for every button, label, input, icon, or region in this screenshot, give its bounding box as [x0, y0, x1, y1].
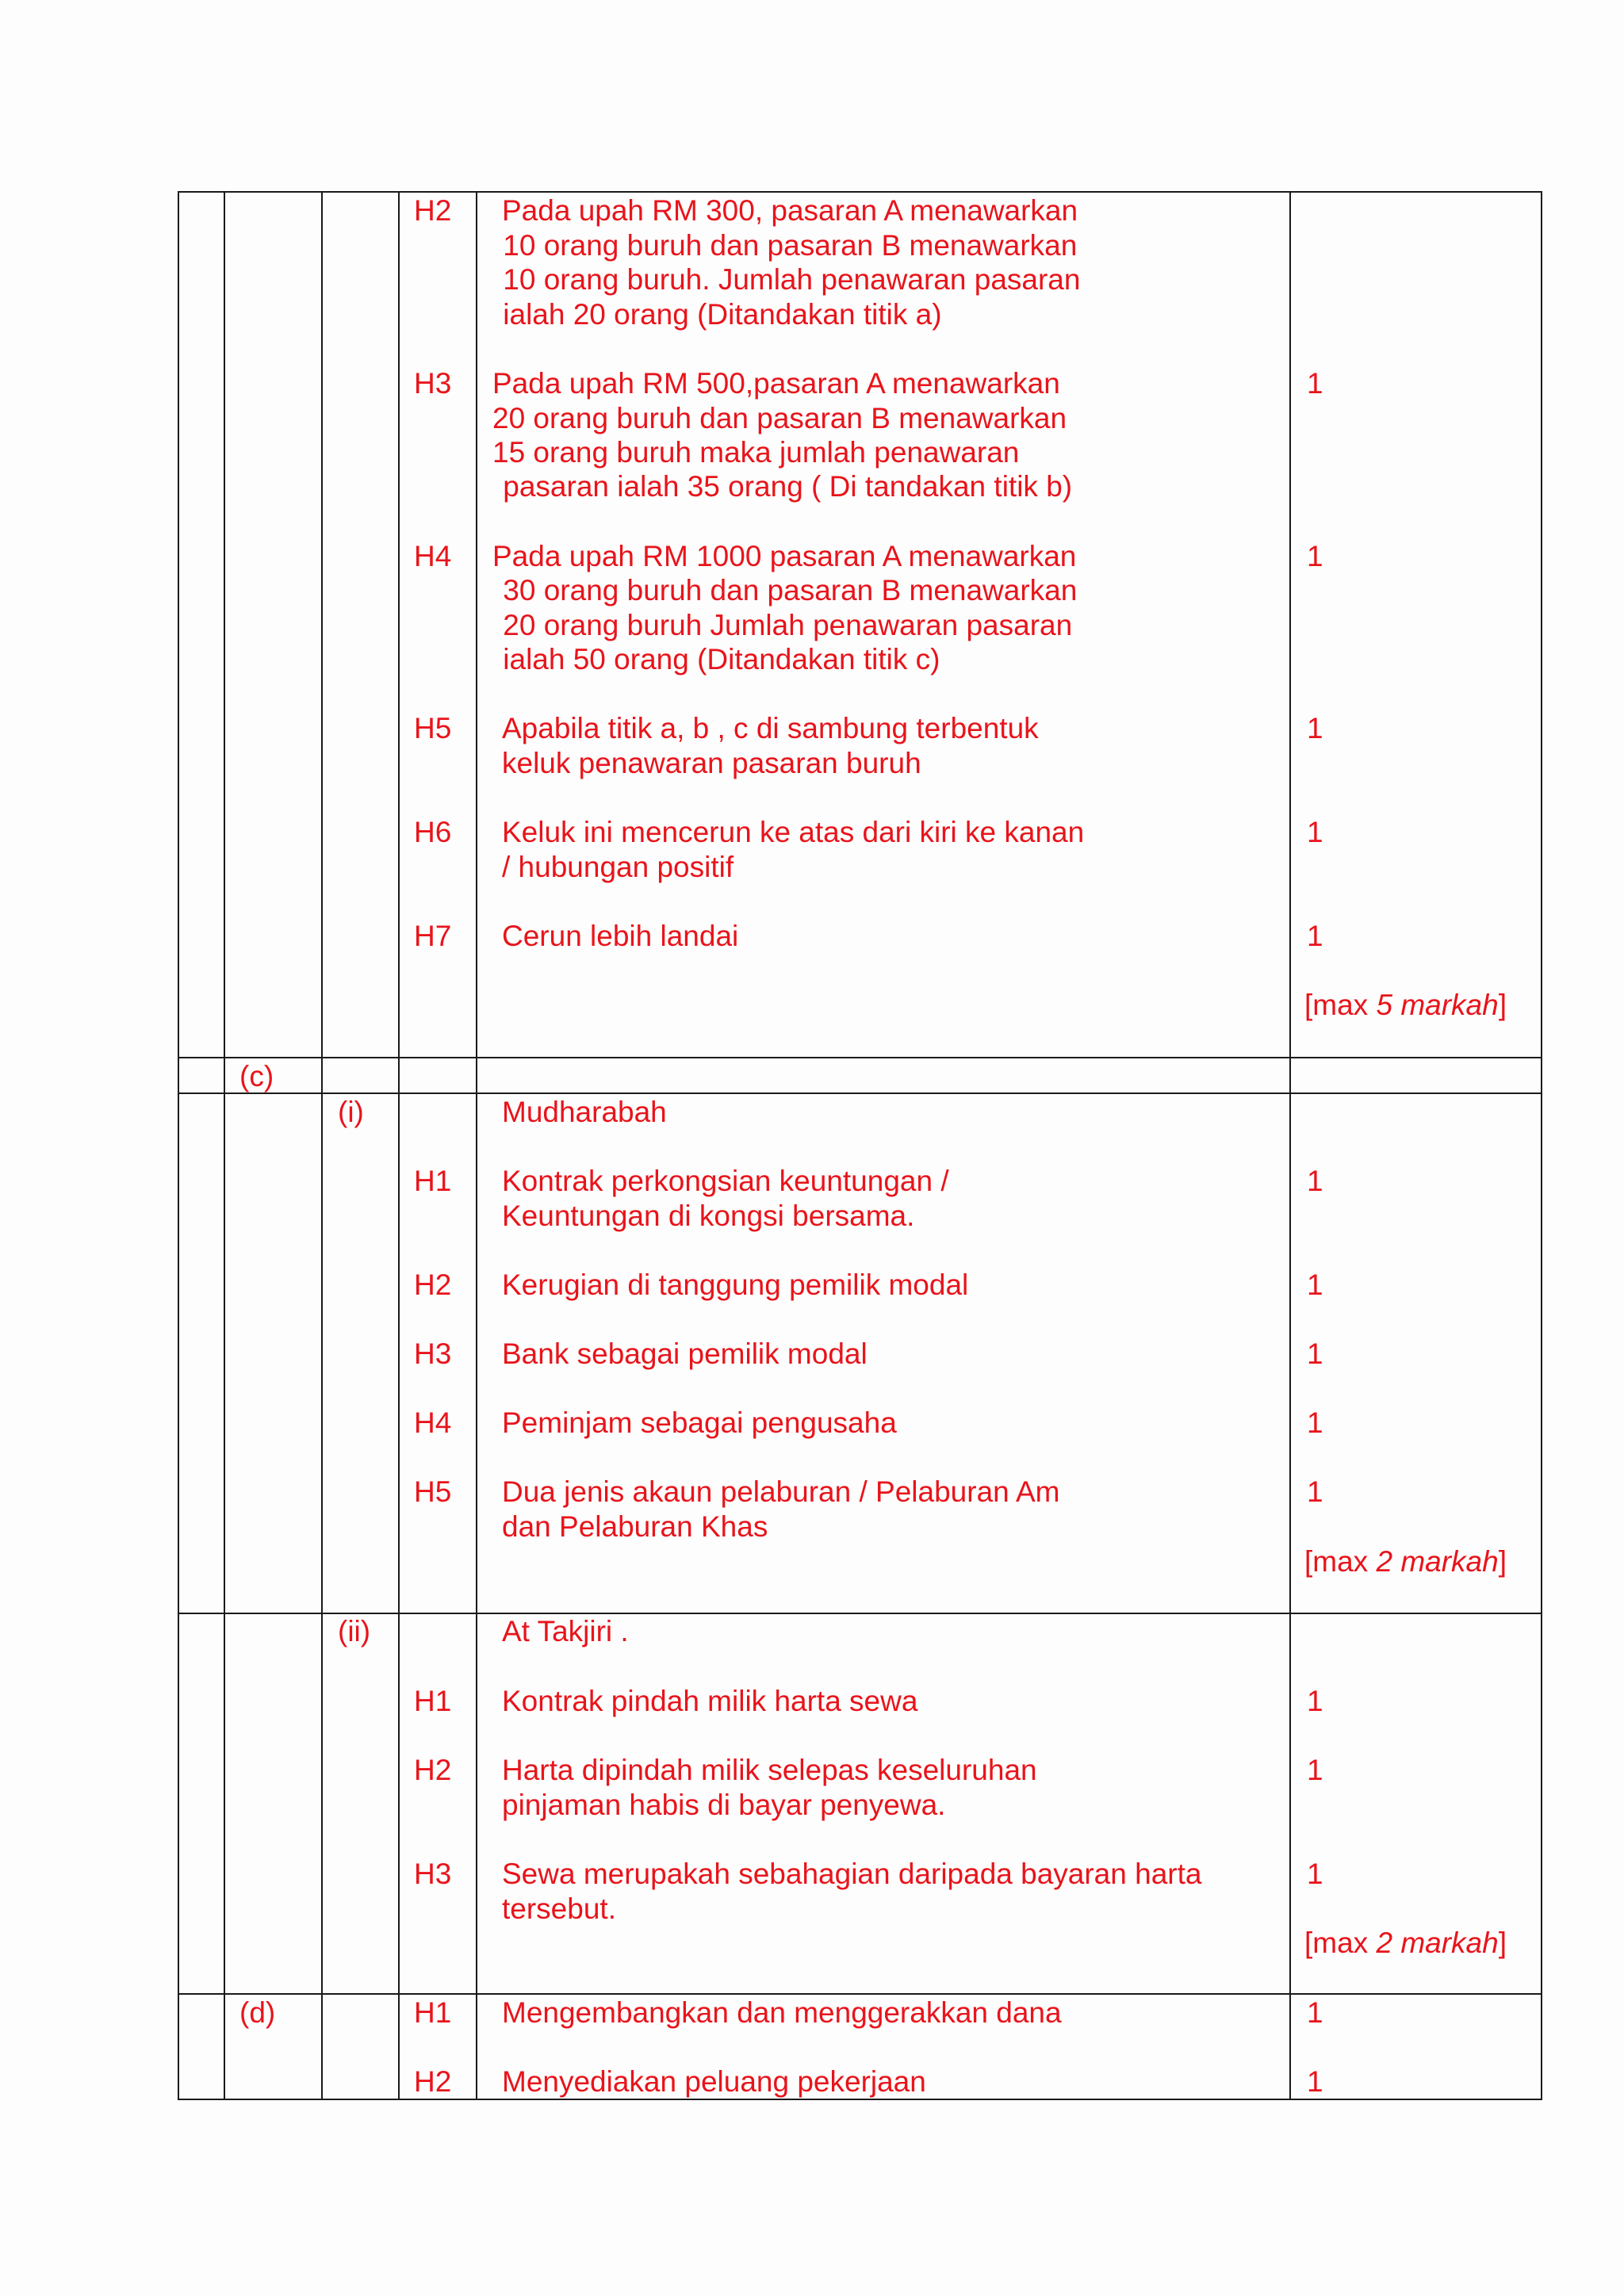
point-code: H2	[414, 1269, 452, 1301]
column-border-1	[178, 191, 179, 2100]
subsection-title: At Takjiri .	[502, 1615, 629, 1647]
column-border-5	[476, 191, 477, 2100]
point-text: Pada upah RM 300, pasaran A menawarkan	[502, 194, 1078, 227]
subsection-title: Mudharabah	[502, 1096, 667, 1128]
point-mark: 1	[1307, 1754, 1323, 1786]
column-border-7	[1541, 191, 1542, 2100]
point-code: H4	[414, 1406, 452, 1439]
point-text: / hubungan positif	[502, 851, 734, 883]
column-border-2	[224, 191, 225, 2100]
point-code: H3	[414, 1858, 452, 1890]
point-text: Dua jenis akaun pelaburan / Pelaburan Am	[502, 1475, 1060, 1508]
point-text: Menyediakan peluang pekerjaan	[502, 2065, 926, 2098]
point-mark: 1	[1307, 1685, 1323, 1717]
point-mark: 1	[1307, 1337, 1323, 1370]
point-text: Peminjam sebagai pengusaha	[502, 1406, 897, 1439]
row-divider-4	[178, 1993, 1542, 1995]
point-text: Keuntungan di kongsi bersama.	[502, 1200, 915, 1232]
point-text: Pada upah RM 500,pasaran A menawarkan	[492, 367, 1060, 400]
subsection-label-ii: (ii)	[338, 1615, 371, 1647]
max-marks-note: [max 2 markah]	[1304, 1545, 1507, 1578]
section-label-c: (c)	[239, 1060, 274, 1093]
point-code: H6	[414, 816, 452, 848]
point-code: H7	[414, 920, 452, 952]
point-mark: 1	[1307, 1269, 1323, 1301]
point-code: H5	[414, 712, 452, 744]
point-text: tersebut.	[502, 1892, 616, 1925]
point-text: Kerugian di tanggung pemilik modal	[502, 1269, 969, 1301]
point-text: Keluk ini mencerun ke atas dari kiri ke kanan	[502, 816, 1085, 848]
point-code: H3	[414, 367, 452, 400]
row-divider-1	[178, 1057, 1542, 1058]
point-text: 20 orang buruh dan pasaran B menawarkan	[492, 402, 1067, 434]
point-text: Kontrak pindah milik harta sewa	[502, 1685, 918, 1717]
point-code: H1	[414, 1685, 452, 1717]
point-text: dan Pelaburan Khas	[502, 1510, 768, 1543]
section-label-d: (d)	[239, 1996, 276, 2029]
point-text: pasaran ialah 35 orang ( Di tandakan titik b)	[495, 470, 1073, 503]
column-border-3	[321, 191, 323, 2100]
point-text: ialah 20 orang (Ditandakan titik a)	[495, 298, 942, 331]
point-mark: 1	[1307, 1165, 1323, 1197]
point-mark: 1	[1307, 540, 1323, 572]
point-code: H2	[414, 2065, 452, 2098]
point-mark: 1	[1307, 1858, 1323, 1890]
point-code: H2	[414, 1754, 452, 1786]
max-marks-note: [max 5 markah]	[1304, 989, 1507, 1021]
point-text: 10 orang buruh. Jumlah penawaran pasaran	[495, 263, 1081, 296]
point-text: 10 orang buruh dan pasaran B menawarkan	[495, 229, 1078, 262]
point-text: Bank sebagai pemilik modal	[502, 1337, 868, 1370]
point-mark: 1	[1307, 1406, 1323, 1439]
point-text: Kontrak perkongsian keuntungan /	[502, 1165, 949, 1197]
point-code: H3	[414, 1337, 452, 1370]
point-text: Mengembangkan dan menggerakkan dana	[502, 1996, 1062, 2029]
point-code: H5	[414, 1475, 452, 1508]
subsection-label-i: (i)	[338, 1096, 364, 1128]
table-top-border	[178, 191, 1542, 193]
point-mark: 1	[1307, 920, 1323, 952]
point-code: H1	[414, 1996, 452, 2029]
point-mark: 1	[1307, 2065, 1323, 2098]
point-mark: 1	[1307, 712, 1323, 744]
point-text: 20 orang buruh Jumlah penawaran pasaran	[495, 609, 1073, 641]
point-code: H2	[414, 194, 452, 227]
point-text: keluk penawaran pasaran buruh	[502, 747, 921, 779]
point-text: ialah 50 orang (Ditandakan titik c)	[495, 643, 940, 675]
column-border-6	[1289, 191, 1291, 2100]
point-code: H1	[414, 1165, 452, 1197]
point-code: H4	[414, 540, 452, 572]
point-mark: 1	[1307, 1475, 1323, 1508]
point-mark: 1	[1307, 367, 1323, 400]
point-text: Apabila titik a, b , c di sambung terbentuk	[502, 712, 1039, 744]
point-text: 15 orang buruh maka jumlah penawaran	[492, 436, 1020, 469]
point-mark: 1	[1307, 1996, 1323, 2029]
point-text: 30 orang buruh dan pasaran B menawarkan	[495, 574, 1078, 607]
point-mark: 1	[1307, 816, 1323, 848]
point-text: Sewa merupakah sebahagian daripada bayaran harta	[502, 1858, 1202, 1890]
row-divider-3	[178, 1613, 1542, 1614]
point-text: Harta dipindah milik selepas keseluruhan	[502, 1754, 1037, 1786]
row-divider-2	[178, 1093, 1542, 1094]
max-marks-note: [max 2 markah]	[1304, 1927, 1507, 1959]
point-text: Cerun lebih landai	[502, 920, 739, 952]
column-border-4	[398, 191, 400, 2100]
point-text: pinjaman habis di bayar penyewa.	[502, 1789, 946, 1821]
point-text: Pada upah RM 1000 pasaran A menawarkan	[492, 540, 1077, 572]
